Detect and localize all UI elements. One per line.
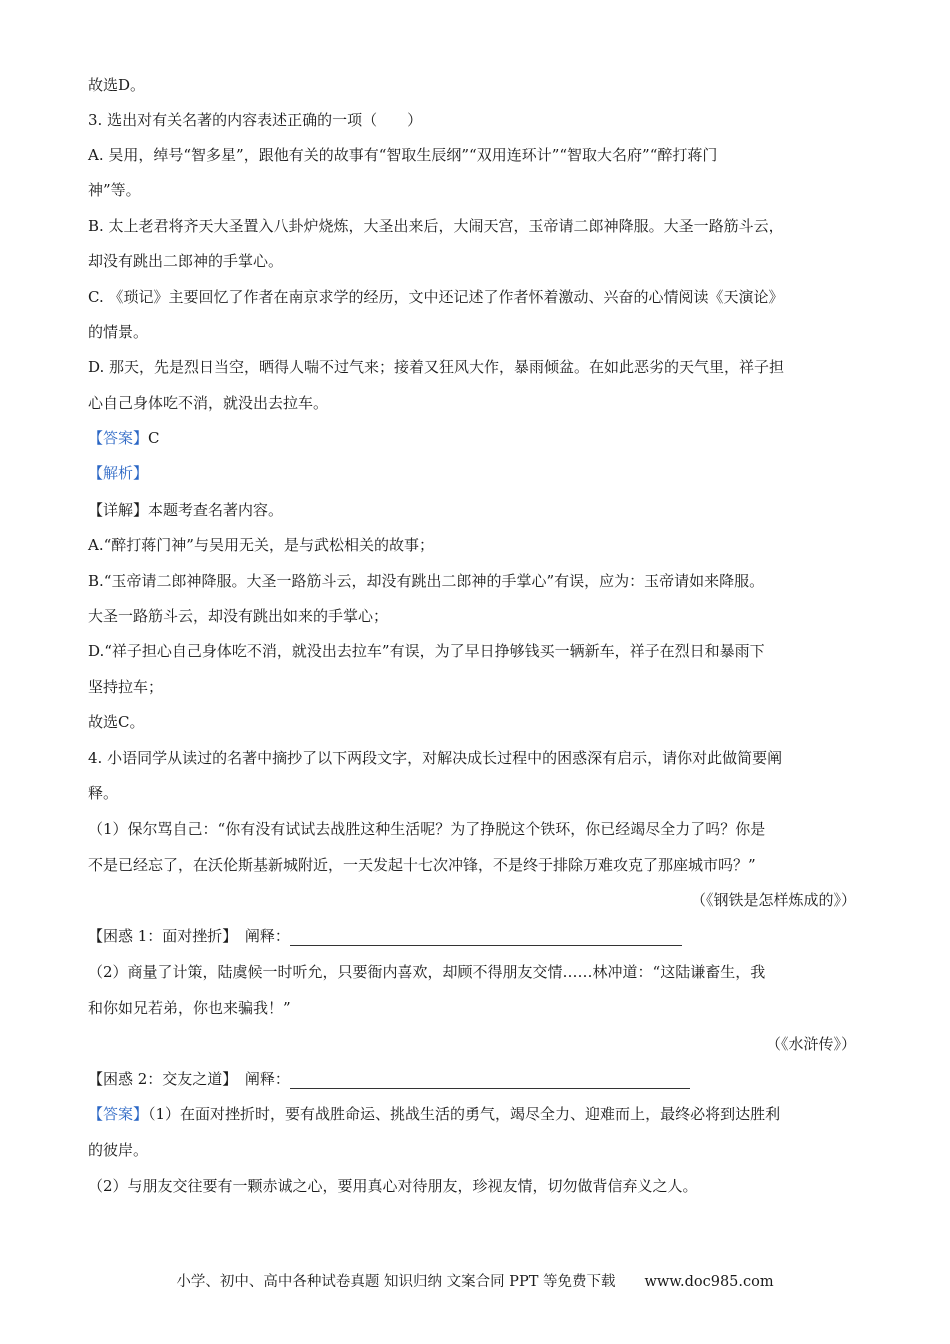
q3-option-b-line1: B. 太上老君将齐天大圣置入八卦炉烧炼，大圣出来后，大闹天宫，玉帝请二郎神降服。大圣一路筋斗云，: [88, 217, 784, 235]
q4-stem-line2: 释。: [88, 784, 119, 802]
puzzle1-answer-blank[interactable]: [290, 929, 682, 946]
puzzle2-answer-blank[interactable]: [290, 1072, 690, 1089]
q3-explanation-b-line2: 大圣一路筋斗云，却没有跳出如来的手掌心；: [88, 607, 389, 625]
q3-explanation-d-line1: D.“祥子担心自己身体吃不消，就没出去拉车”有误，为了早日挣够钱买一辆新车，祥子在烈日和暴雨下: [88, 642, 765, 660]
q2-conclusion: 故选D。: [88, 76, 146, 94]
q4-puzzle2: [88, 1069, 690, 1089]
q4-source1: （《钢铁是怎样炼成的》）: [690, 891, 856, 909]
q3-answer: [88, 428, 160, 448]
q4-quote2-line1: （2）商量了计策，陆虞候一时听允，只要衙内喜欢，却顾不得朋友交情……林冲道：“这陆谦畜生，我: [88, 963, 766, 981]
answer-label: 【答案】: [88, 429, 149, 447]
q3-conclusion: 故选C。: [88, 713, 145, 731]
q3-option-a-line2: 神”等。: [88, 181, 141, 199]
q3-explanation-d-line2: 坚持拉车；: [88, 678, 164, 696]
q3-option-c-line2: 的情景。: [88, 323, 149, 341]
q4-quote1-line2: 不是已经忘了，在沃伦斯基新城附近，一天发起十七次冲锋，不是终于排除万难攻克了那座城市吗？”: [88, 856, 756, 874]
page-footer: 小学、初中、高中各种试卷真题 知识归纳 文案合同 PPT 等免费下载 www.doc985.com: [176, 1274, 774, 1290]
q4-answer-1a: （1）在面对挫折时，要有战胜命运、挑战生活的勇气，竭尽全力、迎难而上，最终必将到达胜利: [148, 1105, 781, 1123]
q3-explanation-a: A.“醉打蒋门神”与吴用无关，是与武松相关的故事；: [88, 536, 434, 554]
q4-quote2-line2: 和你如兄若弟，你也来骗我！”: [88, 999, 291, 1017]
q4-puzzle1: [88, 926, 682, 946]
q3-explanation-b-line1: B.“玉帝请二郎神降服。大圣一路筋斗云，却没有跳出二郎神的手掌心”有误，应为：玉帝请如来降服。: [88, 572, 765, 590]
q3-option-d-line2: 心自己身体吃不消，就没出去拉车。: [88, 394, 329, 412]
q3-option-c-line1: C. 《琐记》主要回忆了作者在南京求学的经历，文中还记述了作者怀着激动、兴奋的心情阅读《天演论》: [88, 288, 784, 306]
q3-option-a-line1: A. 吴用，绰号“智多星”，跟他有关的故事有“智取生辰纲”“双用连环计”“智取大名府”“醉打蒋门: [88, 146, 718, 164]
q3-detail: 【详解】本题考查名著内容。: [88, 501, 284, 519]
q3-option-d-line1: D. 那天，先是烈日当空，晒得人喘不过气来；接着又狂风大作，暴雨倾盆。在如此恶劣的天气里，祥子担: [88, 358, 785, 376]
q3-analysis-label: 【解析】: [88, 464, 149, 482]
q4-answer-label: 【答案】: [88, 1105, 149, 1123]
q4-stem-line1: 4. 小语同学从读过的名著中摘抄了以下两段文字，对解决成长过程中的困惑深有启示，请你对此做简要阐: [88, 749, 783, 767]
q4-source2: （《水浒传》）: [765, 1035, 856, 1053]
q4-quote1-line1: （1）保尔骂自己：“你有没有试试去战胜这种生活呢？为了挣脱这个铁环，你已经竭尽全力了吗？你是: [88, 820, 766, 838]
q4-answer-2: （2）与朋友交往要有一颗赤诚之心，要用真心对待朋友，珍视友情，切勿做背信弃义之人。: [88, 1177, 698, 1195]
puzzle1-label: 【困惑 1：面对挫折】 阐释：: [88, 927, 290, 945]
puzzle2-label: 【困惑 2：交友之道】 阐释：: [88, 1070, 290, 1088]
q4-answer-line1: [88, 1104, 780, 1124]
q3-option-b-line2: 却没有跳出二郎神的手掌心。: [88, 252, 284, 270]
q4-answer-line2: 的彼岸。: [88, 1141, 149, 1159]
answer-value: C: [148, 429, 160, 447]
q3-stem: 3. 选出对有关名著的内容表述正确的一项（ ）: [88, 111, 423, 129]
